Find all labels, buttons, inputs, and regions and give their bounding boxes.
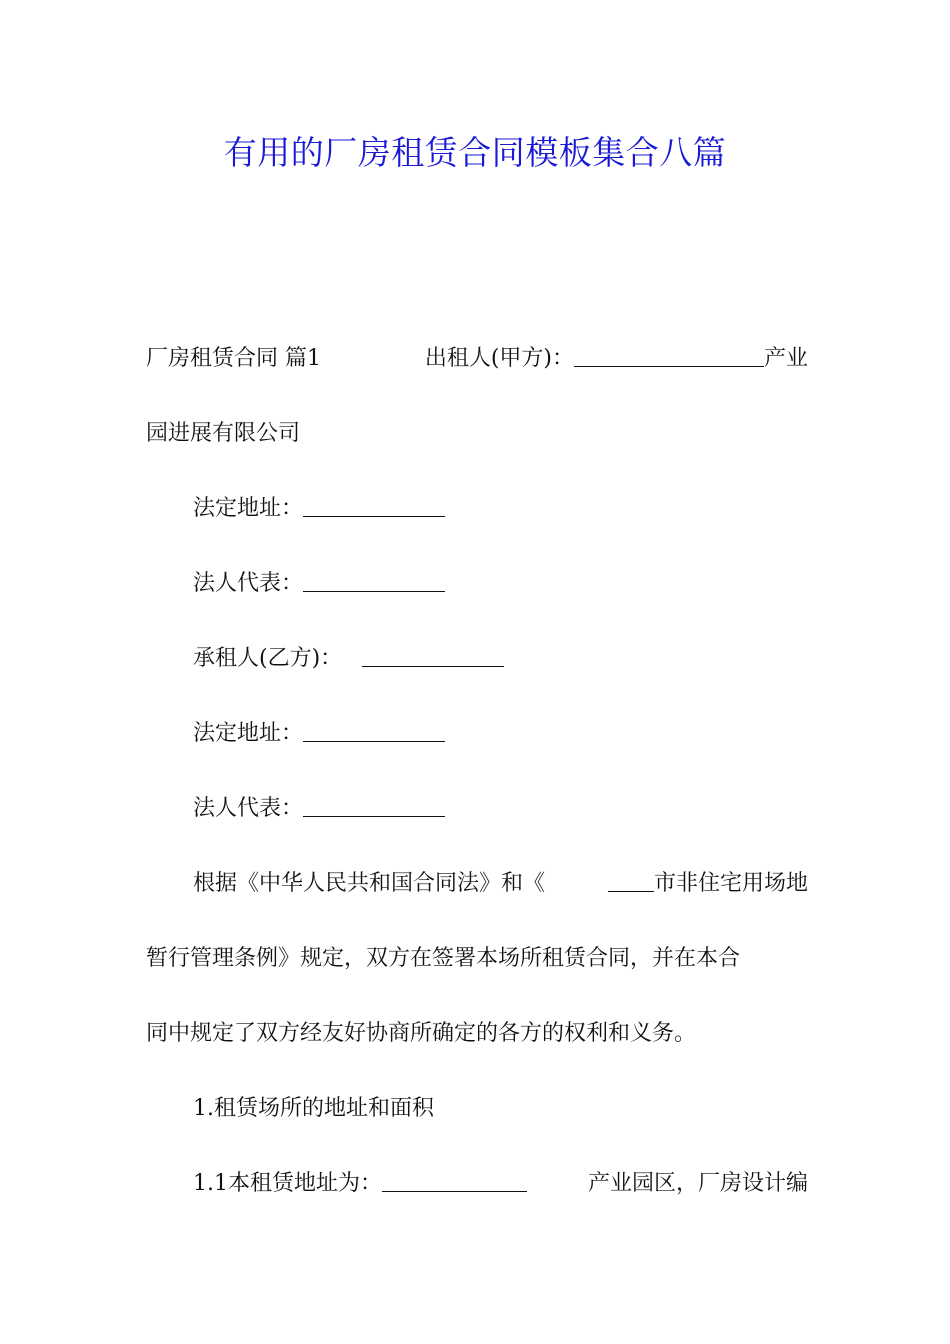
- lessor-address-label: 法定地址：: [193, 496, 304, 521]
- lessor-line: [425, 341, 808, 377]
- lessee-rep-line: [193, 791, 855, 827]
- lessor-address-line: [193, 491, 855, 527]
- lessee-blank: [362, 644, 504, 667]
- para-1-text-a: 根据《中华人民共和国合同法》和《: [193, 871, 546, 896]
- lessor-blank: [574, 344, 764, 367]
- lessor-rep-label: 法人代表：: [193, 571, 304, 596]
- section-1-1-line: [193, 1166, 808, 1202]
- lessee-label: 承租人(乙方)：: [193, 646, 343, 671]
- lessor-suffix: 产业: [763, 346, 808, 371]
- document-title: 有用的厂房租赁合同模板集合八篇: [223, 133, 727, 172]
- city-blank: [608, 869, 654, 892]
- site-address-blank: [382, 1169, 527, 1192]
- lessee-rep-label: 法人代表：: [193, 796, 304, 821]
- lessee-rep-blank: [303, 794, 445, 817]
- section-1-1-head: [193, 1166, 527, 1202]
- para-1-line-1-tail: [608, 866, 808, 902]
- para-1-line-3: 同中规定了双方经友好协商所确定的各方的权利和义务。: [146, 1021, 697, 1046]
- lessor-rep-blank: [303, 569, 445, 592]
- section-1-1-label: 1.1本租赁地址为：: [193, 1171, 382, 1196]
- contract-heading: 厂房租赁合同 篇1: [146, 346, 321, 371]
- para-1-line-2: 暂行管理条例》规定，双方在签署本场所租赁合同，并在本合: [146, 946, 741, 971]
- para-1-text-b: 市非住宅用场地: [653, 871, 808, 896]
- lessee-line: [193, 641, 855, 677]
- lessor-address-blank: [303, 494, 445, 517]
- lessee-address-line: [193, 716, 855, 752]
- lessee-address-label: 法定地址：: [193, 721, 304, 746]
- lessor-continuation: 园进展有限公司: [146, 421, 301, 446]
- contract-heading-line: [146, 341, 808, 377]
- section-1-1-tail: 产业园区，厂房设计编: [587, 1171, 808, 1196]
- section-1-heading: 1.租赁场所的地址和面积: [193, 1096, 434, 1121]
- lessee-address-blank: [303, 719, 445, 742]
- para-1-line-1: [193, 866, 808, 902]
- lessor-rep-line: [193, 566, 855, 602]
- lessor-label: 出租人(甲方)：: [424, 346, 574, 371]
